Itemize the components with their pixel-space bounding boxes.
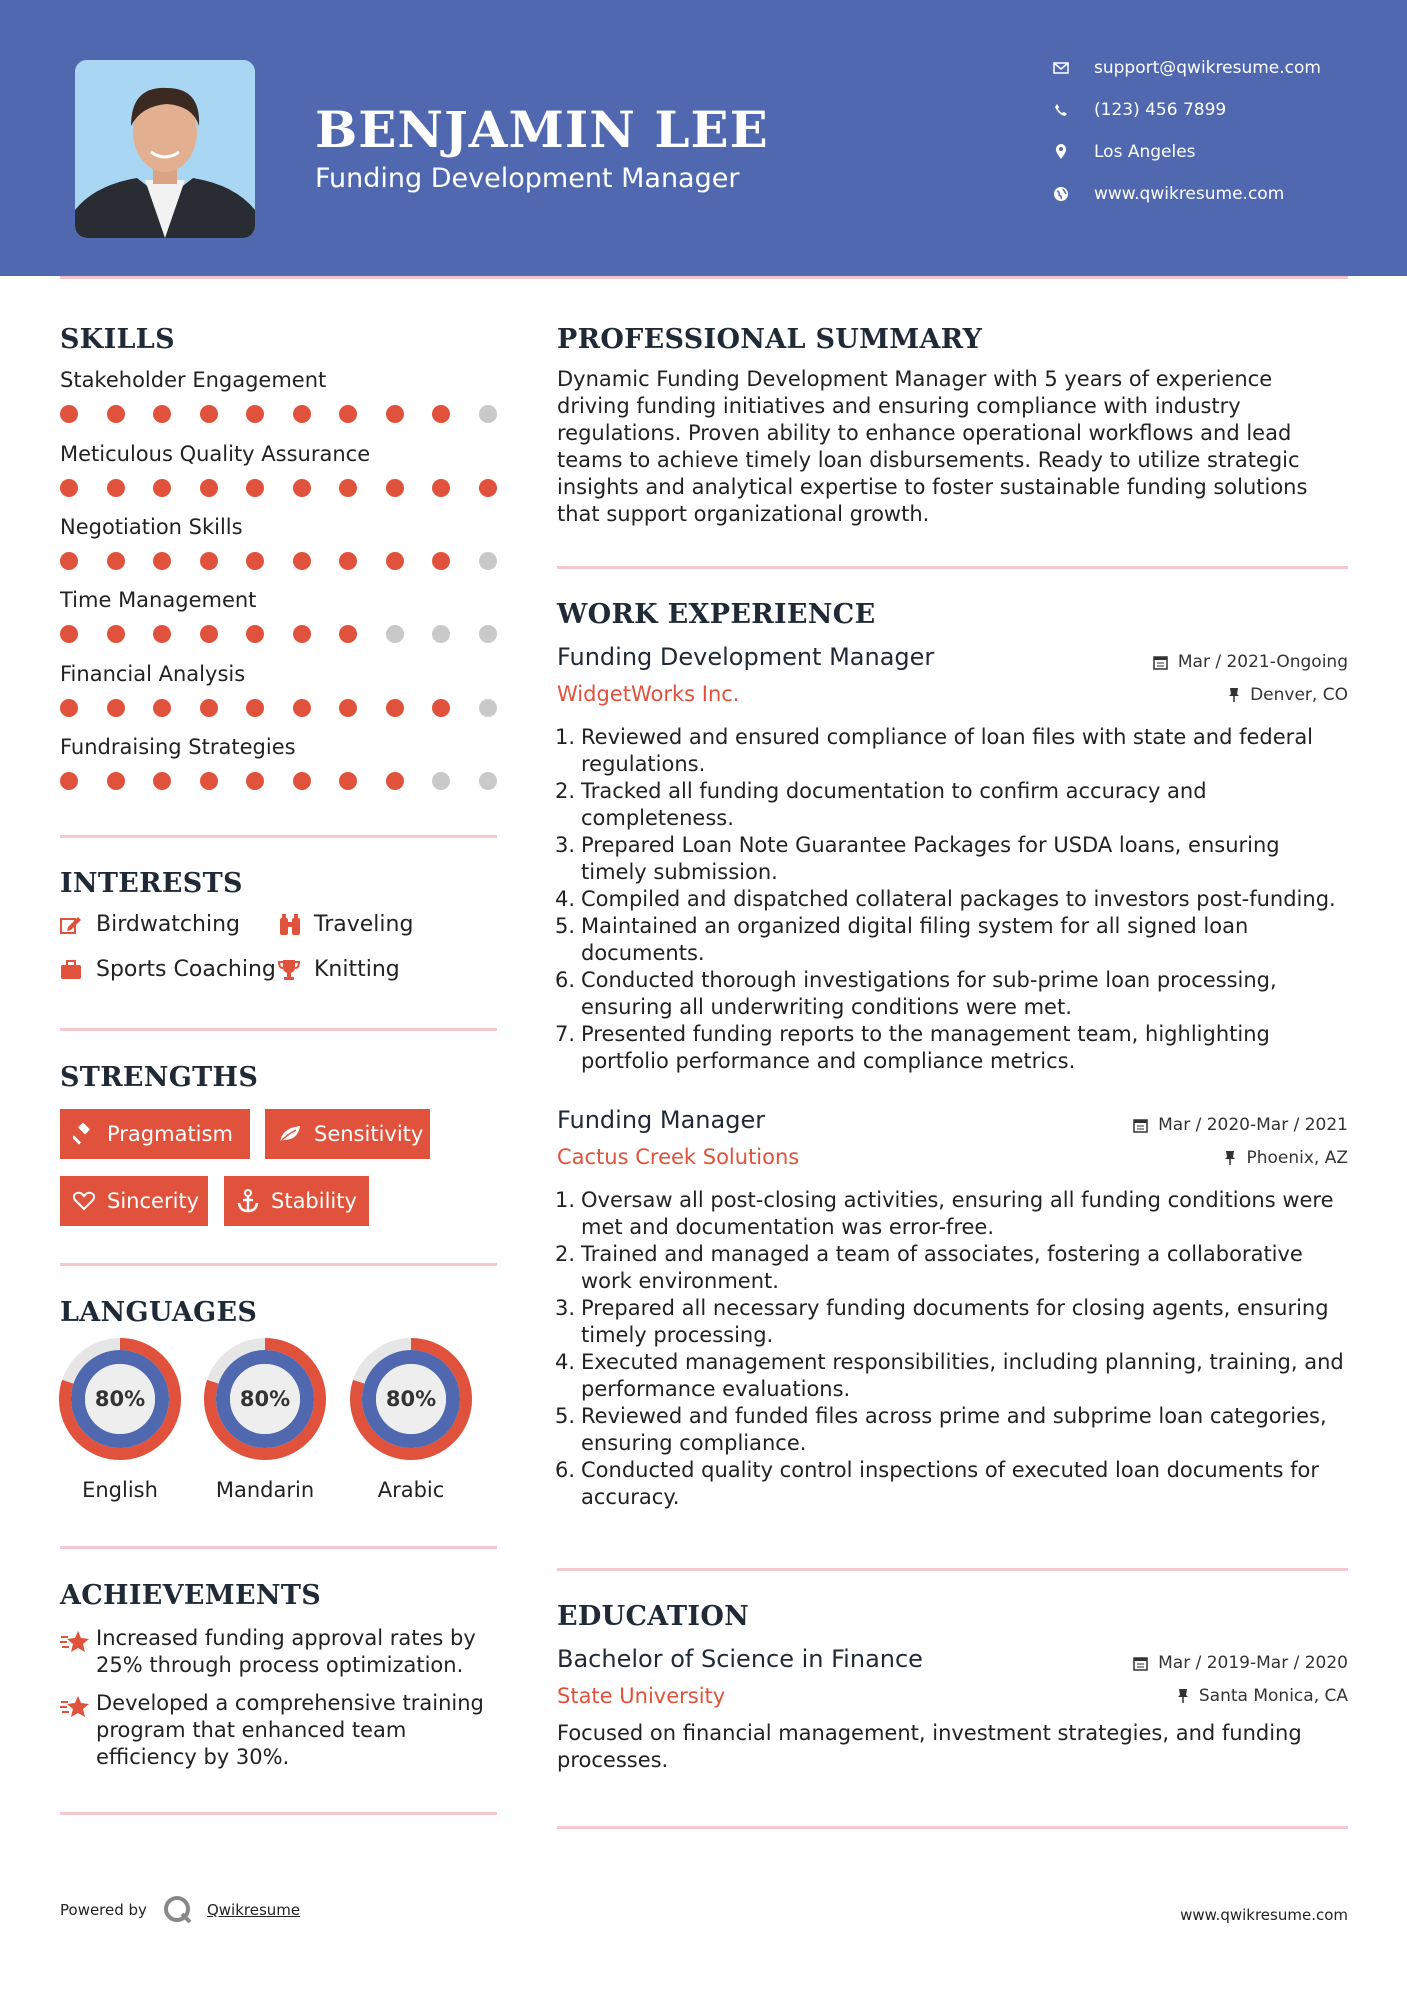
- interest-item: Knitting: [278, 957, 400, 982]
- skill-name: Meticulous Quality Assurance: [60, 442, 371, 466]
- calendar-icon: [1153, 655, 1168, 670]
- duty-item: 3. Prepared Loan Note Guarantee Packages for USDA loans, ensuring timely submission.: [554, 833, 1280, 884]
- section-divider: [557, 1826, 1348, 1829]
- rating-dot-empty: [432, 625, 450, 643]
- rating-dot-filled: [293, 405, 311, 423]
- pushpin-icon: [1224, 1150, 1236, 1166]
- rating-dot-filled: [386, 772, 404, 790]
- rating-dot-filled: [60, 479, 78, 497]
- pencil-square-icon: [60, 915, 84, 935]
- contact-website[interactable]: www.qwikresume.com: [1050, 184, 1284, 204]
- rating-dot-filled: [246, 405, 264, 423]
- rating-dot-filled: [386, 479, 404, 497]
- rating-dot-filled: [293, 625, 311, 643]
- achievement-item: Developed a comprehensive training program that enhanced team efficiency by 30%.: [60, 1690, 500, 1771]
- rating-dot-filled: [107, 699, 125, 717]
- summary-heading: PROFESSIONAL SUMMARY: [557, 324, 983, 355]
- education-description: Focused on financial management, investment strategies, and funding processes.: [557, 1721, 1302, 1772]
- candidate-title: Funding Development Manager: [315, 163, 740, 194]
- rating-dot-filled: [107, 552, 125, 570]
- rating-dot-filled: [107, 772, 125, 790]
- language-name: Mandarin: [215, 1478, 315, 1502]
- section-divider: [557, 1568, 1348, 1571]
- education-location: Santa Monica, CA: [1177, 1686, 1348, 1706]
- rating-dot-filled: [60, 405, 78, 423]
- rating-dot-filled: [293, 479, 311, 497]
- experience-heading: WORK EXPERIENCE: [557, 599, 876, 630]
- gavel-icon: [73, 1123, 95, 1145]
- rating-dot-filled: [339, 552, 357, 570]
- rating-dot-filled: [153, 625, 171, 643]
- heart-icon: [73, 1191, 95, 1211]
- rating-dot-filled: [200, 772, 218, 790]
- skill-name: Stakeholder Engagement: [60, 368, 327, 392]
- section-divider: [60, 1546, 497, 1549]
- rating-dot-filled: [339, 479, 357, 497]
- footer-url[interactable]: www.qwikresume.com: [1180, 1906, 1348, 1924]
- languages-heading: LANGUAGES: [60, 1297, 258, 1328]
- language-item: [204, 1338, 326, 1502]
- rating-dot-filled: [200, 699, 218, 717]
- language-percent: 80%: [385, 1387, 437, 1411]
- strength-tag: Stability: [224, 1176, 369, 1226]
- rating-dot-filled: [293, 699, 311, 717]
- skill-rating: [60, 479, 497, 497]
- rating-dot-empty: [479, 405, 497, 423]
- anchor-icon: [237, 1189, 259, 1213]
- skills-heading: SKILLS: [60, 324, 175, 355]
- achievements-heading: ACHIEVEMENTS: [60, 1580, 322, 1611]
- rating-dot-filled: [293, 552, 311, 570]
- rating-dot-filled: [386, 405, 404, 423]
- language-percent: 80%: [239, 1387, 291, 1411]
- skill-name: Time Management: [60, 588, 257, 612]
- company-name: WidgetWorks Inc.: [557, 682, 740, 706]
- rating-dot-empty: [479, 625, 497, 643]
- brand-link[interactable]: Qwikresume: [206, 1901, 301, 1919]
- rating-dot-filled: [386, 552, 404, 570]
- skill-rating: [60, 625, 497, 643]
- job-dates: Mar / 2020-Mar / 2021: [1133, 1115, 1348, 1135]
- duty-item: 5. Maintained an organized digital filing system for all signed loan documents.: [554, 914, 1249, 965]
- job-title: Funding Manager: [557, 1106, 766, 1134]
- rating-dot-empty: [432, 772, 450, 790]
- rating-dot-filled: [339, 625, 357, 643]
- rating-dot-filled: [246, 699, 264, 717]
- duty-item: 2. Tracked all funding documentation to confirm accuracy and completeness.: [554, 779, 1207, 830]
- duty-item: 1. Oversaw all post-closing activities, ensuring all funding conditions were met and documentation was error-free.: [554, 1188, 1334, 1239]
- skill-name: Financial Analysis: [60, 662, 246, 686]
- section-divider: [60, 1028, 497, 1031]
- job-location: Phoenix, AZ: [1224, 1148, 1348, 1168]
- rating-dot-filled: [60, 552, 78, 570]
- trophy-icon: [278, 959, 302, 981]
- rating-dot-filled: [246, 772, 264, 790]
- strength-tag: Sensitivity: [265, 1109, 430, 1159]
- section-divider: [60, 1263, 497, 1266]
- resume-header: [0, 0, 1407, 276]
- rating-dot-filled: [293, 772, 311, 790]
- binoculars-icon: [278, 914, 302, 936]
- rating-dot-filled: [432, 405, 450, 423]
- job-dates: Mar / 2021-Ongoing: [1153, 652, 1348, 672]
- rating-dot-filled: [60, 772, 78, 790]
- rating-dot-filled: [339, 772, 357, 790]
- calendar-icon: [1133, 1118, 1148, 1133]
- interest-item: Birdwatching: [60, 912, 240, 937]
- powered-by-label: Powered by: [60, 1901, 147, 1919]
- rating-dot-filled: [107, 405, 125, 423]
- rating-dot-filled: [432, 552, 450, 570]
- language-percent: 80%: [94, 1387, 146, 1411]
- duty-item: 2. Trained and managed a team of associates, fostering a collaborative work environment.: [554, 1242, 1303, 1293]
- rating-dot-filled: [479, 479, 497, 497]
- star-badge-icon: [60, 1625, 96, 1679]
- rating-dot-empty: [479, 552, 497, 570]
- contact-location: Los Angeles: [1050, 142, 1196, 162]
- duty-item: 7. Presented funding reports to the management team, highlighting portfolio performance and compliance metrics.: [554, 1022, 1270, 1073]
- education-heading: EDUCATION: [557, 1601, 750, 1632]
- language-item: [59, 1338, 181, 1502]
- candidate-name: BENJAMIN LEE: [315, 100, 769, 159]
- rating-dot-filled: [200, 479, 218, 497]
- duty-item: 3. Prepared all necessary funding documents for closing agents, ensuring timely processing.: [554, 1296, 1329, 1347]
- language-name: Arabic: [377, 1478, 445, 1502]
- profile-photo: [75, 60, 255, 238]
- job-location: Denver, CO: [1228, 685, 1348, 705]
- rating-dot-filled: [153, 552, 171, 570]
- skill-name: Negotiation Skills: [60, 515, 243, 539]
- calendar-icon: [1133, 1656, 1148, 1671]
- rating-dot-filled: [200, 405, 218, 423]
- strength-tag: Sincerity: [60, 1176, 208, 1226]
- duty-item: 1. Reviewed and ensured compliance of loan files with state and federal regulations.: [554, 725, 1314, 776]
- rating-dot-filled: [200, 625, 218, 643]
- rating-dot-filled: [432, 479, 450, 497]
- duty-item: 6. Conducted thorough investigations for sub-prime loan processing, ensuring all underwriting conditions were met.: [554, 968, 1277, 1019]
- briefcase-icon: [60, 960, 84, 980]
- rating-dot-filled: [153, 479, 171, 497]
- job-duties-list: [551, 724, 1351, 1075]
- summary-text: Dynamic Funding Development Manager with 5 years of experience driving funding initiatives and ensuring compliance with industry regulations. Proven ability to enhance operational workflows and lead teams to achieve timely loan disbursements. Ready to utilize strategic insights and analytical expertise to foster sustainable funding solutions that support organizational growth.: [557, 367, 1308, 526]
- phone-icon: [1050, 103, 1072, 117]
- pushpin-icon: [1177, 1688, 1189, 1704]
- pushpin-icon: [1228, 687, 1240, 703]
- school-name: State University: [557, 1684, 726, 1708]
- rating-dot-filled: [432, 699, 450, 717]
- skill-rating: [60, 772, 497, 790]
- rating-dot-filled: [153, 405, 171, 423]
- rating-dot-empty: [479, 699, 497, 717]
- section-divider: [60, 1812, 497, 1815]
- duty-item: 4. Executed management responsibilities, including planning, training, and performance evaluations.: [554, 1350, 1344, 1401]
- skill-rating: [60, 699, 497, 717]
- rating-dot-filled: [107, 625, 125, 643]
- header-divider: [60, 276, 1348, 279]
- degree-title: Bachelor of Science in Finance: [557, 1645, 923, 1673]
- rating-dot-filled: [246, 479, 264, 497]
- footer-branding: [60, 1895, 300, 1925]
- leaf-icon: [278, 1124, 302, 1144]
- skill-name: Fundraising Strategies: [60, 735, 296, 759]
- company-name: Cactus Creek Solutions: [557, 1145, 800, 1169]
- duty-item: 5. Reviewed and funded files across prime and subprime loan categories, ensuring compliance.: [554, 1404, 1327, 1455]
- education-dates: Mar / 2019-Mar / 2020: [1133, 1653, 1348, 1673]
- duty-item: 4. Compiled and dispatched collateral packages to investors post-funding.: [554, 887, 1336, 911]
- interest-item: Sports Coaching: [60, 957, 276, 982]
- rating-dot-filled: [386, 699, 404, 717]
- duty-item: 6. Conducted quality control inspections of executed loan documents for accuracy.: [554, 1458, 1320, 1509]
- rating-dot-empty: [479, 772, 497, 790]
- strength-tag: Pragmatism: [60, 1109, 250, 1159]
- achievement-item: Increased funding approval rates by 25% through process optimization.: [60, 1625, 500, 1679]
- section-divider: [557, 566, 1348, 569]
- rating-dot-filled: [60, 699, 78, 717]
- star-badge-icon: [60, 1690, 96, 1771]
- rating-dot-filled: [60, 625, 78, 643]
- language-item: [350, 1338, 472, 1502]
- contact-phone[interactable]: (123) 456 7899: [1050, 100, 1226, 120]
- rating-dot-empty: [386, 625, 404, 643]
- contact-email[interactable]: support@qwikresume.com: [1050, 58, 1321, 78]
- strengths-heading: STRENGTHS: [60, 1062, 259, 1093]
- section-divider: [60, 835, 497, 838]
- globe-icon: [1050, 186, 1072, 202]
- language-name: English: [82, 1478, 158, 1502]
- location-pin-icon: [1050, 144, 1072, 160]
- rating-dot-filled: [153, 699, 171, 717]
- qwikresume-logo-icon: [163, 1895, 193, 1925]
- envelope-icon: [1050, 62, 1072, 74]
- interests-heading: INTERESTS: [60, 868, 243, 899]
- rating-dot-filled: [200, 552, 218, 570]
- skill-rating: [60, 552, 497, 570]
- rating-dot-filled: [246, 625, 264, 643]
- job-duties-list: [551, 1187, 1351, 1511]
- rating-dot-filled: [107, 479, 125, 497]
- rating-dot-filled: [339, 405, 357, 423]
- rating-dot-filled: [153, 772, 171, 790]
- job-title: Funding Development Manager: [557, 643, 935, 671]
- interest-item: Traveling: [278, 912, 413, 937]
- rating-dot-filled: [339, 699, 357, 717]
- rating-dot-filled: [246, 552, 264, 570]
- skill-rating: [60, 405, 497, 423]
